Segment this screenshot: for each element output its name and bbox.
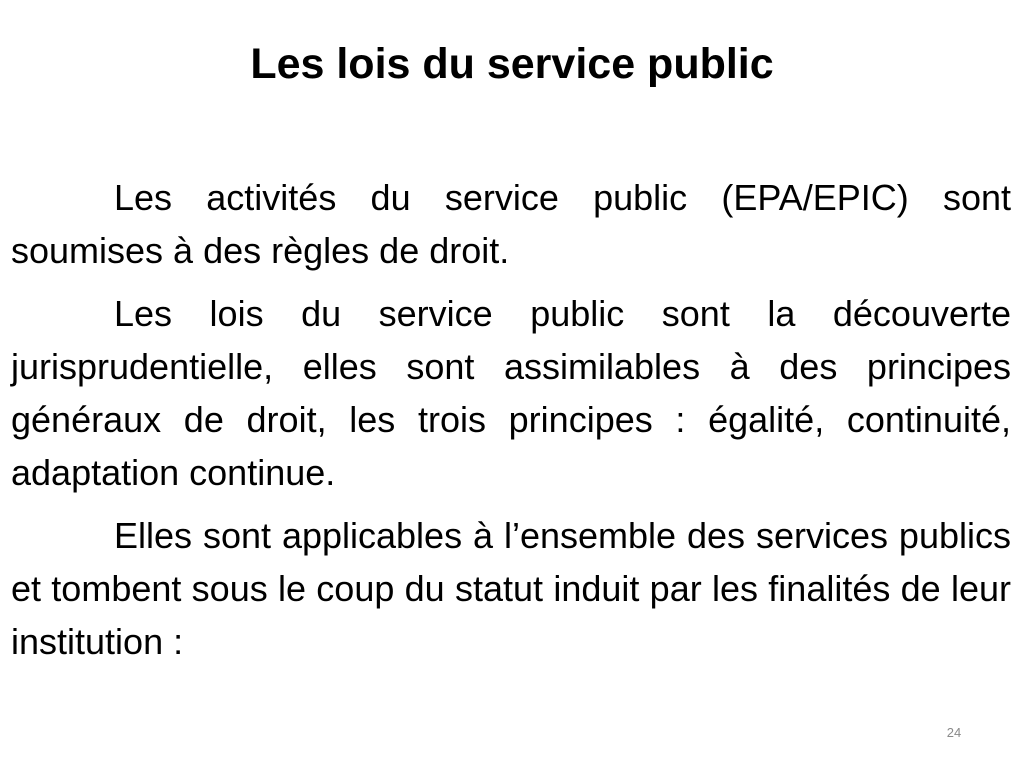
body-paragraph: Les activités du service public (EPA/EPIC) sont soumises à des règles de droit. (11, 177, 1011, 271)
page-number: 24 (946, 725, 962, 740)
slide-title: Les lois du service public (250, 40, 774, 88)
slide-body (11, 171, 1011, 678)
body-paragraph: Elles sont applicables à l’ensemble des services publics et tombent sous le coup du statut induit par les finalités de leur institution : (11, 515, 1011, 662)
body-paragraph: Les lois du service public sont la découverte jurisprudentielle, elles sont assimilables à des principes généraux de droit, les trois principes : égalité, continuité, adaptation continue. (11, 293, 1011, 493)
